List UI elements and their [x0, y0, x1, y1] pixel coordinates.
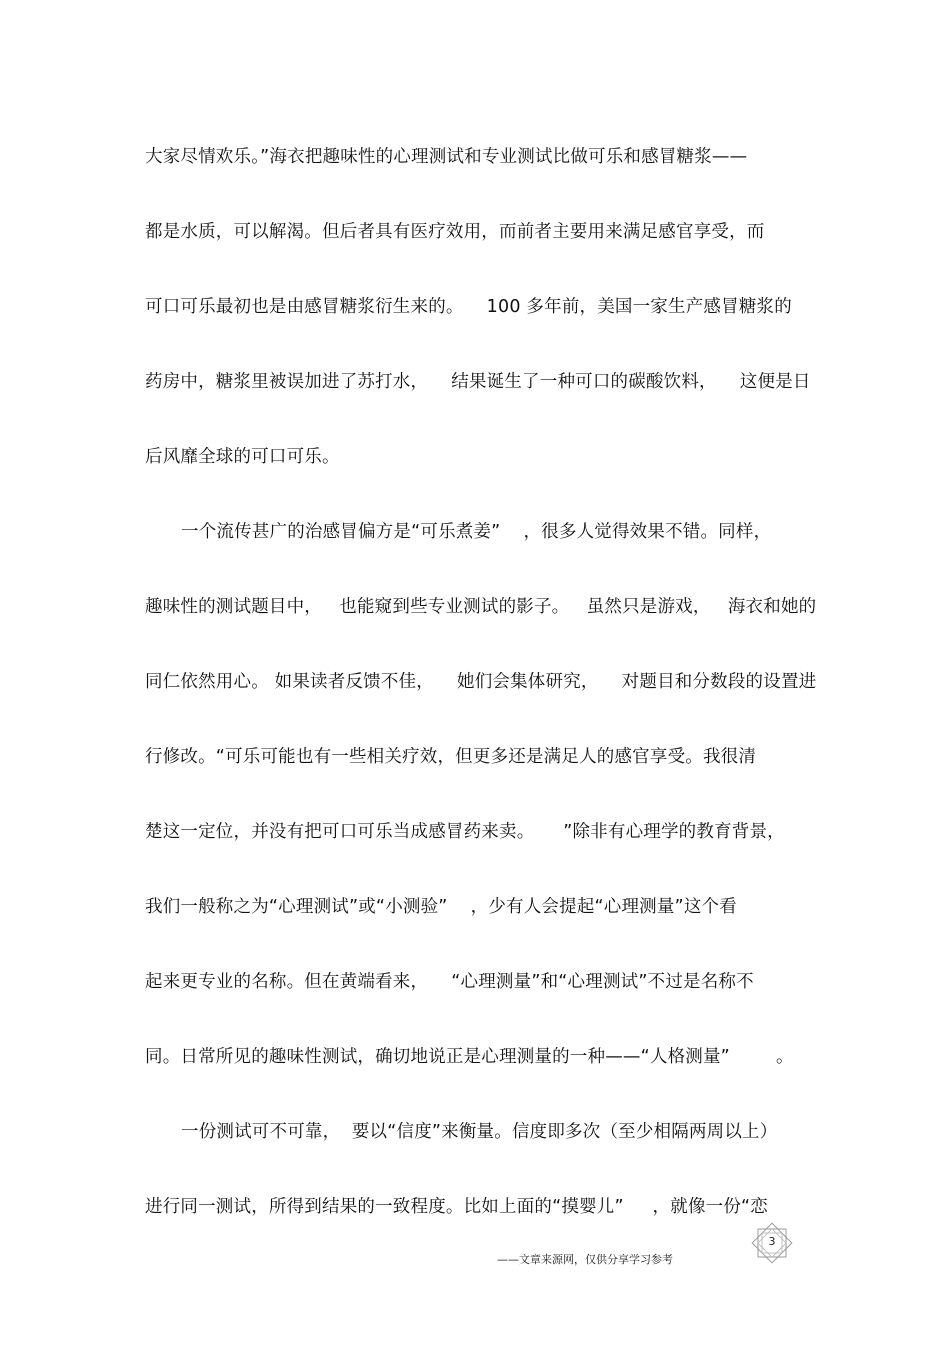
text-line-8: 同仁依然用心。 如果读者反馈不佳， 她们会集体研究， 对题目和分数段的设置进	[145, 672, 817, 692]
text-line-7: 趣味性的测试题目中， 也能窥到些专业测试的影子。 虽然只是游戏， 海衣和她的	[145, 597, 817, 617]
text-line-6: 一个流传甚广的治感冒偏方是“可乐煮姜” ，很多人觉得效果不错。同样，	[181, 522, 772, 542]
text-line-9: 行修改。“可乐可能也有一些相关疗效，但更多还是满足人的感官享受。我很清	[145, 747, 757, 767]
text-line-13: 同。日常所见的趣味性测试，确切地说正是心理测量的一种——“人格测量” 。	[145, 1047, 794, 1067]
text-line-11: 我们一般称之为“心理测试”或“小测验” ，少有人会提起“心理测量”这个看	[145, 897, 737, 917]
text-line-3: 可口可乐最初也是由感冒糖浆衍生来的。 100 多年前，美国一家生产感冒糖浆的	[145, 297, 792, 317]
text-line-1: 大家尽情欢乐。”海衣把趣味性的心理测试和专业测试比做可乐和感冒糖浆——	[145, 147, 748, 167]
text-line-4: 药房中，糖浆里被误加进了苏打水， 结果诞生了一种可口的碳酸饮料， 这便是日	[145, 372, 811, 392]
text-line-10: 楚这一定位，并没有把可口可乐当成感冒药来卖。 ”除非有心理学的教育背景，	[145, 822, 785, 842]
text-line-5: 后风靡全球的可口可乐。	[145, 447, 340, 467]
footer-source-note: ——文章来源网，仅供分享学习参考	[497, 1253, 673, 1266]
text-line-14: 一份测试可不可靠， 要以“信度”来衡量。信度即多次（至少相隔两周以上）	[181, 1122, 778, 1142]
text-line-2: 都是水质，可以解渴。但后者具有医疗效用，而前者主要用来满足感官享受，而	[145, 222, 765, 242]
page-number-badge	[748, 1219, 796, 1267]
text-line-12: 起来更专业的名称。但在黄端看来， “心理测量”和“心理测试”不过是名称不	[145, 972, 754, 992]
text-line-15: 进行同一测试，所得到结果的一致程度。比如上面的“摸婴儿” ，就像一份“恋	[145, 1197, 769, 1217]
page-number: 3	[768, 1235, 776, 1248]
